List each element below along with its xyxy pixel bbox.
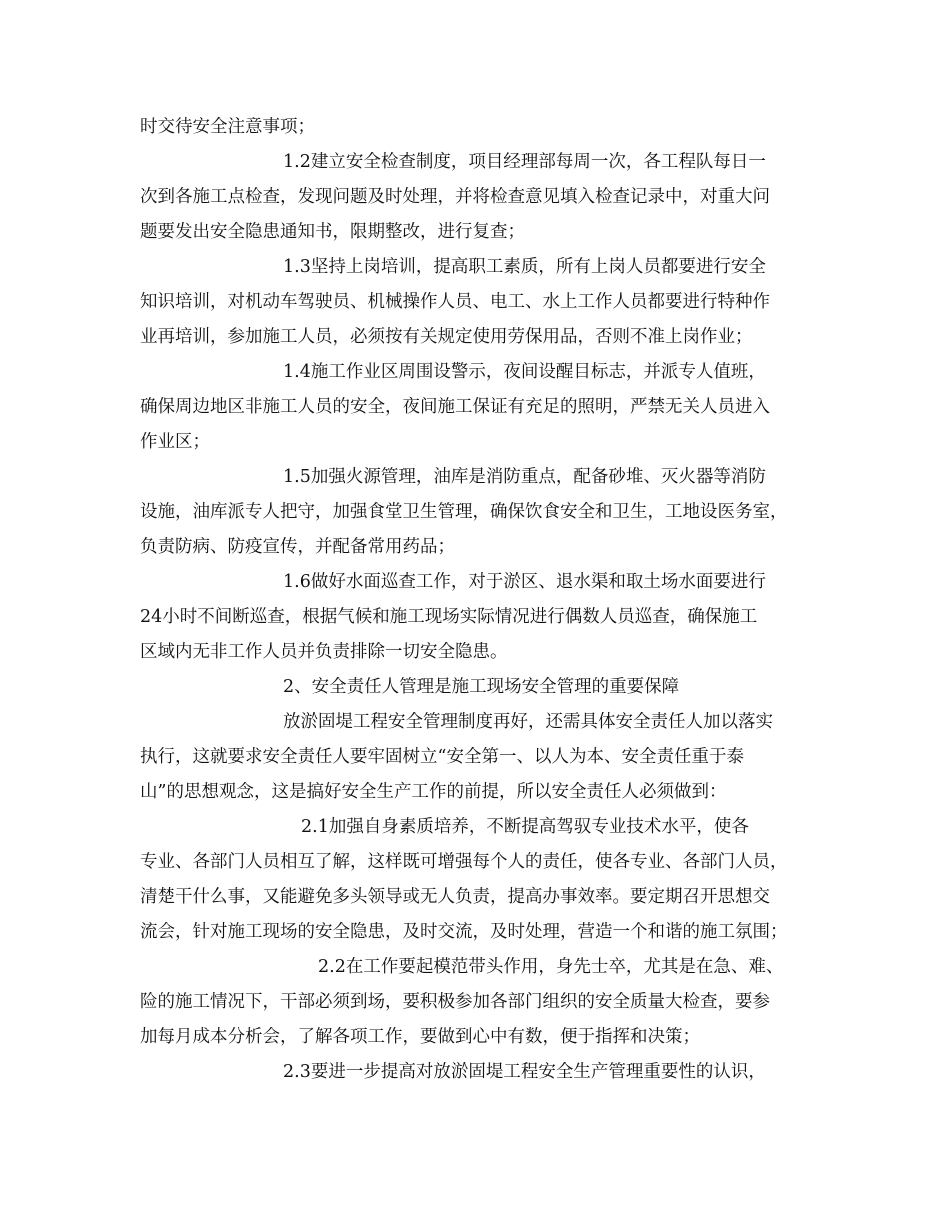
text-line: 负责防病、防疫宣传，并配备常用药品；: [140, 537, 455, 557]
text-line: 题要发出安全隐患通知书，限期整改，进行复查；: [140, 222, 525, 242]
text-line: 2.3要进一步提高对放淤固堤工程安全生产管理重要性的认识，: [283, 1062, 766, 1082]
text-line: 次到各施工点检查，发现问题及时处理，并将检查意见填入检查记录中，对重大问: [140, 187, 770, 207]
text-line: 放淤固堤工程安全管理制度再好，还需具体安全责任人加以落实: [283, 712, 773, 732]
text-line: 2.1加强自身素质培养，不断提高驾驭专业技术水平，使各: [301, 817, 749, 837]
text-line: 流会，针对施工现场的安全隐患，及时交流，及时处理，营造一个和谐的施工氛围；: [140, 922, 788, 942]
text-line: 1.5加强火源管理，油库是消防重点，配备砂堆、灭火器等消防: [283, 467, 766, 487]
text-line: 知识培训，对机动车驾驶员、机械操作人员、电工、水上工作人员都要进行特种作: [140, 292, 770, 312]
text-line: 1.4施工作业区周围设警示，夜间设醒目标志，并派专人值班，: [283, 362, 766, 382]
text-line: 加每月成本分析会，了解各项工作，要做到心中有数，便于指挥和决策；: [140, 1027, 700, 1047]
text-line: 时交待安全注意事项；: [140, 117, 315, 137]
text-line: 区域内无非工作人员并负责排除一切安全隐患。: [140, 642, 508, 662]
section-heading: 2、安全责任人管理是施工现场安全管理的重要保障: [283, 677, 680, 697]
text-line: 专业、各部门人员相互了解，这样既可增强每个人的责任，使各专业、各部门人员，: [140, 852, 788, 872]
text-line: 24小时不间断巡查，根据气候和施工现场实际情况进行偶数人员巡查，确保施工: [140, 607, 758, 627]
text-line: 险的施工情况下，干部必须到场，要积极参加各部门组织的安全质量大检查，要参: [140, 992, 770, 1012]
text-line: 1.3坚持上岗培训，提高职工素质，所有上岗人员都要进行安全: [283, 257, 766, 277]
text-line: 1.6做好水面巡查工作，对于淤区、退水渠和取土场水面要进行: [283, 572, 766, 592]
text-line: 山”的思想观念，这是搞好安全生产工作的前提，所以安全责任人必须做到：: [140, 782, 727, 802]
text-line: 2.2在工作要起模范带头作用，身先士卒，尤其是在急、难、: [318, 957, 784, 977]
text-line: 确保周边地区非施工人员的安全，夜间施工保证有充足的照明，严禁无关人员进入: [140, 397, 770, 417]
text-line: 设施，油库派专人把守，加强食堂卫生管理，确保饮食安全和卫生，工地设医务室，: [140, 502, 788, 522]
text-line: 业再培训，参加施工人员，必须按有关规定使用劳保用品，否则不准上岗作业；: [140, 327, 753, 347]
text-line: 1.2建立安全检查制度，项目经理部每周一次，各工程队每日一: [283, 152, 766, 172]
text-line: 执行，这就要求安全责任人要牢固树立“安全第一、以人为本、安全责任重于泰: [140, 747, 744, 767]
text-line: 作业区；: [140, 432, 210, 452]
text-line: 清楚干什么事，又能避免多头领导或无人负责，提高办事效率。要定期召开思想交: [140, 887, 770, 907]
